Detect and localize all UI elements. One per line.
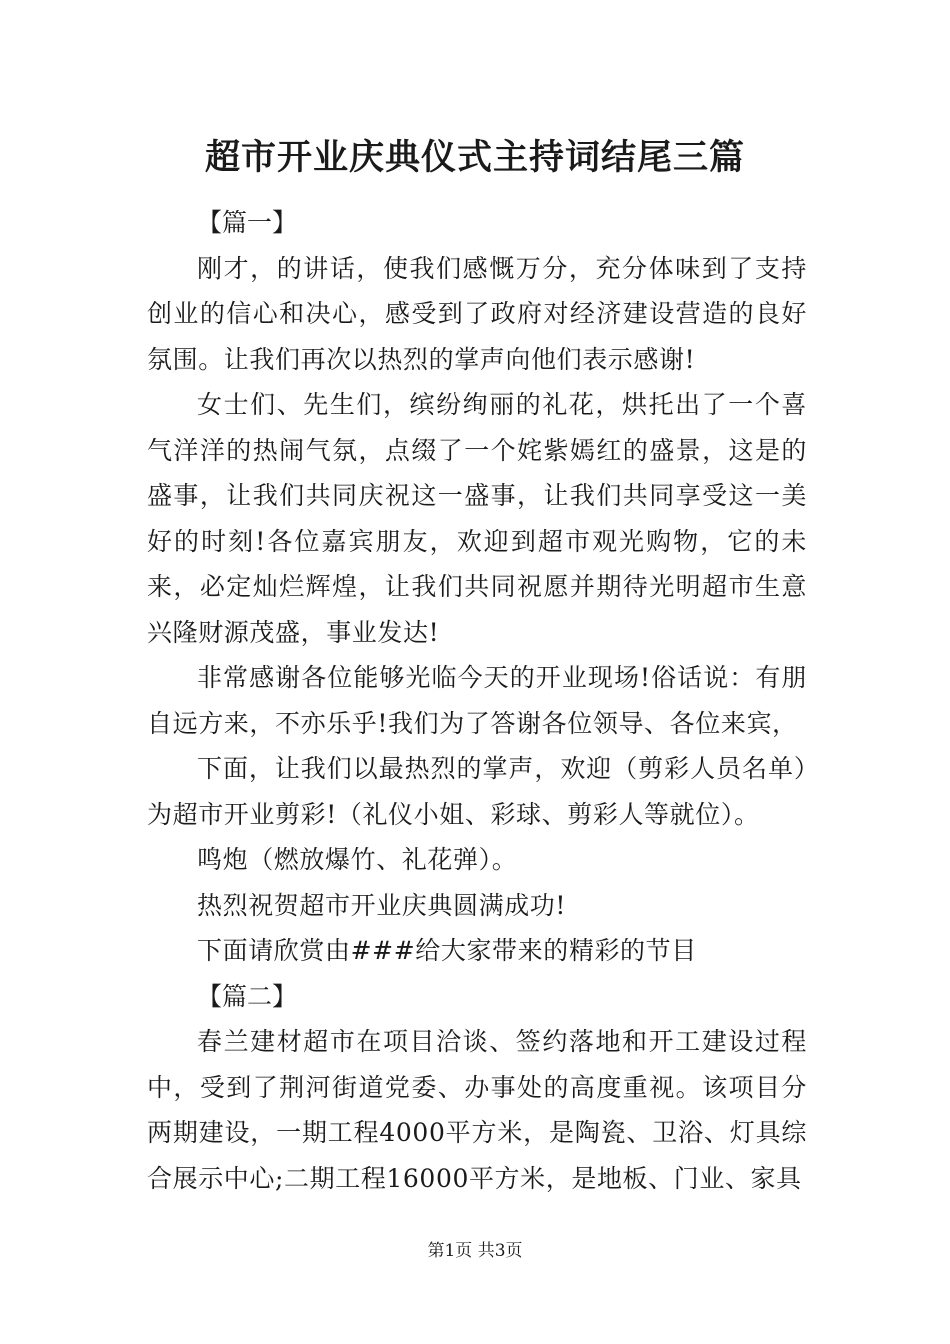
section-heading-1: 【篇一】 <box>197 208 298 237</box>
paragraph: 女士们、先生们，缤纷绚丽的礼花，烘托出了一个喜气洋洋的热闹气氛，点缀了一个姹紫嫣红的盛景，这是的盛事，让我们共同庆祝这一盛事，让我们共同享受这一美好的时刻!各位嘉宾朋友，欢迎到超市观光购物，它的未来，必定灿烂辉煌，让我们共同祝愿并期待光明超市生意兴隆财源茂盛，事业发达! <box>147 390 807 647</box>
paragraph: 下面，让我们以最热烈的掌声，欢迎（剪彩人员名单）为超市开业剪彩!（礼仪小姐、彩球、剪彩人等就位）。 <box>147 754 807 829</box>
section-heading-2: 【篇二】 <box>197 981 298 1011</box>
paragraph: 刚才，的讲话，使我们感慨万分，充分体味到了支持创业的信心和决心，感受到了政府对经济建设营造的良好氛围。让我们再次以热烈的掌声向他们表示感谢! <box>147 253 807 374</box>
document-body <box>147 200 807 1201</box>
paragraph: 下面请欣赏由###给大家带来的精彩的节目 <box>197 936 697 965</box>
paragraph: 热烈祝贺超市开业庆典圆满成功! <box>197 890 567 920</box>
page-footer: 第1页 共3页 <box>427 1241 523 1261</box>
paragraph: 鸣炮（燃放爆竹、礼花弹）。 <box>197 845 518 874</box>
document-title: 超市开业庆典仪式主持词结尾三篇 <box>204 137 745 178</box>
paragraph: 春兰建材超市在项目洽谈、签约落地和开工建设过程中，受到了荆河街道党委、办事处的高度重视。该项目分两期建设，一期工程4000平方米，是陶瓷、卫浴、灯具综合展示中心;二期工程16000平方米，是地板、门业、家具 <box>147 1027 807 1193</box>
paragraph: 非常感谢各位能够光临今天的开业现场!俗话说：有朋自远方来，不亦乐乎!我们为了答谢各位领导、各位来宾， <box>147 663 807 738</box>
